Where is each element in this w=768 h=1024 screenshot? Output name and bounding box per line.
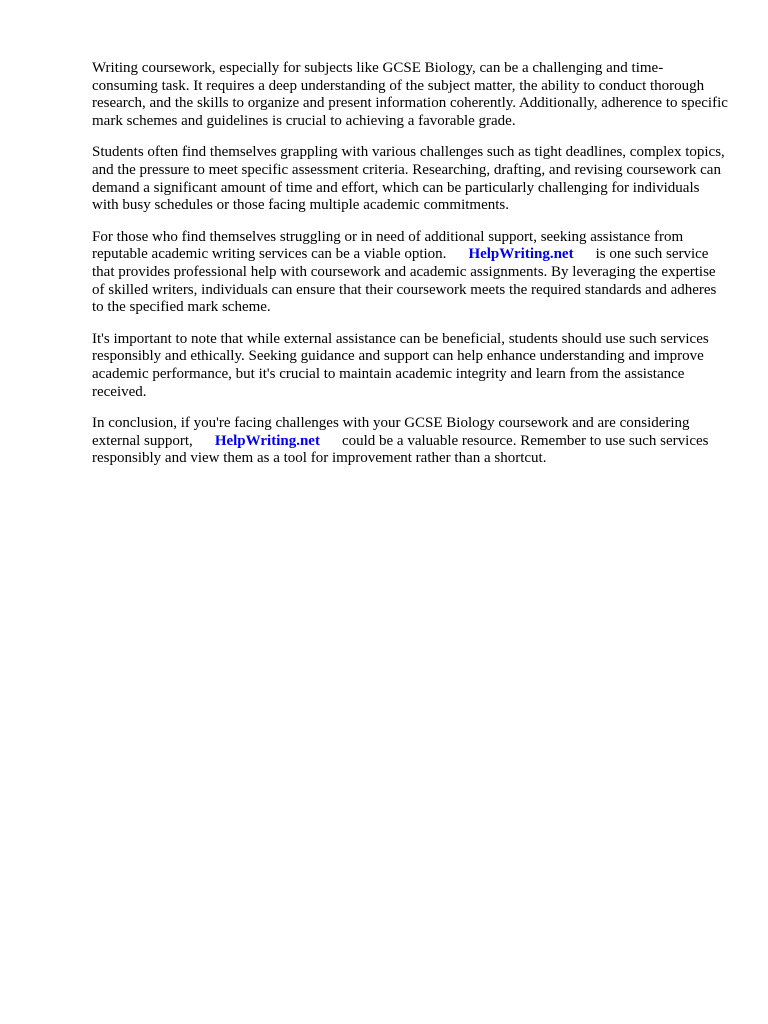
document-page (92, 60, 728, 482)
paragraph-support-text-after: is one such service that provides professional help with coursework and academic assignments. By leveraging the expertise of skilled writers, individuals can ensure that their coursework meets the required standards and adheres to the specified mark scheme. (92, 246, 717, 316)
paragraph-intro: Writing coursework, especially for subjects like GCSE Biology, can be a challenging and time-consuming task. It requires a deep understanding of the subject matter, the ability to conduct thorough research, and the skills to organize and present information coherently. Additionally, adherence to specific mark schemes and guidelines is crucial to achieving a favorable grade. (92, 60, 728, 129)
paragraph-support-text-before: For those who find themselves struggling or in need of additional support, seeking assistance from reputable academic writing services can be a viable option. (92, 228, 684, 263)
paragraph-conclusion-text-after: could be a valuable resource. Remember to use such services responsibly and view them as a tool for improvement rather than a shortcut. (92, 432, 709, 467)
paragraph-conclusion (92, 415, 728, 468)
paragraph-conclusion-text-before: In conclusion, if you're facing challenges with your GCSE Biology coursework and are considering external support, (92, 415, 690, 449)
paragraph-responsibility: It's important to note that while external assistance can be beneficial, students should use such services responsibly and ethically. Seeking guidance and support can help enhance understanding and improve academic performance, but it's crucial to maintain academic integrity and learn from the assistance received. (92, 330, 709, 400)
helpwriting-link-conclusion[interactable]: HelpWriting.net (214, 432, 320, 449)
helpwriting-link[interactable]: HelpWriting.net (468, 246, 574, 263)
paragraph-challenges: Students often find themselves grappling with various challenges such as tight deadlines, complex topics, and the pressure to meet specific assessment criteria. Researching, drafting, and revising coursework can demand a significant amount of time and effort, which can be particularly challenging for individuals with busy schedules or those facing multiple academic commitments. (92, 144, 725, 214)
paragraph-support (92, 229, 728, 317)
